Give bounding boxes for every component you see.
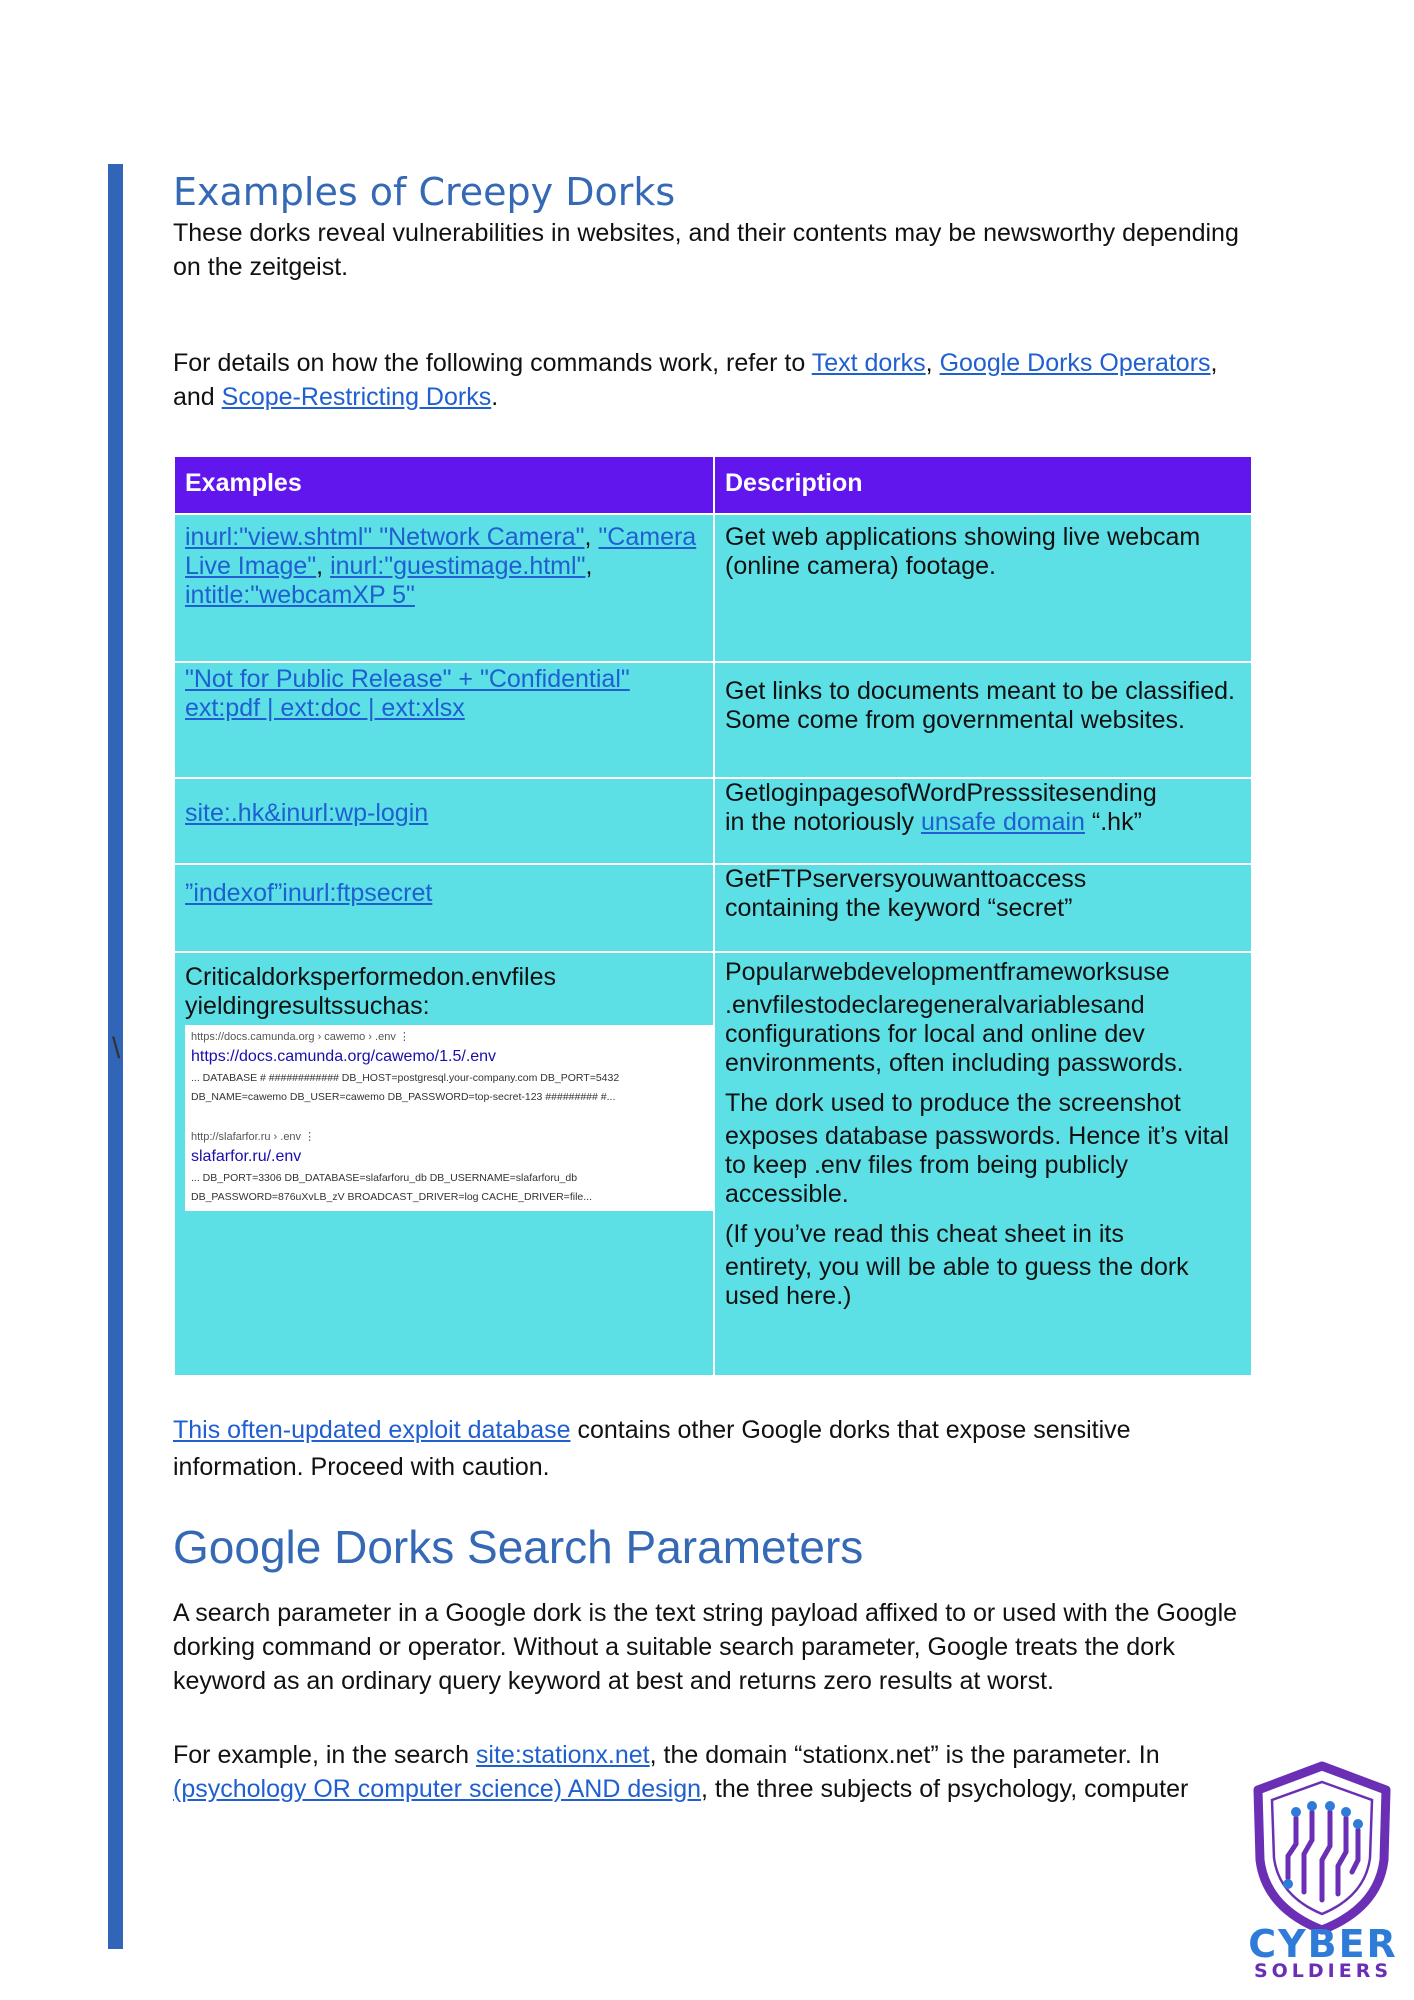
dork-link[interactable]: ”indexof”inurl:ftpsecret xyxy=(185,879,433,907)
result-snippet: ... DATABASE # ############ DB_HOST=postgresql.your-company.com DB_PORT=5432 xyxy=(191,1072,620,1084)
env-example-text-2: yieldingresultssuchas: xyxy=(185,992,430,1020)
example-cell xyxy=(174,952,714,1376)
details-paragraph: For details on how the following commands work, refer to Text dorks, Google Dorks Operators, and Scope-Restricting Dorks. xyxy=(173,349,1218,411)
result-title[interactable]: slafarfor.ru/.env xyxy=(191,1148,302,1165)
result-snippet: DB_PASSWORD=876uXvLB_zV BROADCAST_DRIVER=log CACHE_DRIVER=file... xyxy=(191,1191,592,1203)
boolean-query-link[interactable]: (psychology OR computer science) AND design xyxy=(173,1775,702,1803)
result-snippet: ... DB_PORT=3306 DB_DATABASE=slafarforu_db DB_USERNAME=slafarforu_db xyxy=(191,1172,578,1184)
example-cell: inurl:"view.shtml" "Network Camera", "Camera Live Image", inurl:"guestimage.html", intitle:"webcamXP 5" xyxy=(174,514,714,662)
logo-text-cyber: CYBER xyxy=(1248,1922,1398,1966)
exploit-paragraph: This often-updated exploit database contains other Google dorks that expose sensitive information. Proceed with caution. xyxy=(173,1416,1131,1481)
text-dorks-link[interactable]: Text dorks xyxy=(811,349,926,377)
search-results-screenshot xyxy=(185,1025,713,1211)
example-cell xyxy=(174,662,714,778)
dork-link[interactable]: inurl:"guestimage.html" xyxy=(330,552,586,580)
result-title[interactable]: https://docs.camunda.org/cawemo/1.5/.env xyxy=(191,1048,497,1065)
unsafe-domain-link[interactable]: unsafe domain xyxy=(920,808,1085,836)
exploit-database-link[interactable]: This often-updated exploit database xyxy=(173,1416,571,1444)
result-snippet: DB_NAME=cawemo DB_USER=cawemo DB_PASSWORD=top-secret-123 ######### #... xyxy=(191,1091,616,1103)
stray-mark: \ xyxy=(112,1032,121,1065)
example-paragraph: For example, in the search site:stationx.net, the domain “stationx.net” is the parameter. In (psychology OR computer science) AND design, the three subjects of psychology, computer xyxy=(173,1741,1189,1803)
env-example-text-1: Criticaldorksperformedon.envfiles xyxy=(185,963,556,991)
table-row xyxy=(174,662,1252,778)
table-row xyxy=(174,514,1252,662)
table-row xyxy=(174,952,1252,1376)
description-cell: Get links to documents meant to be classified. Some come from governmental websites. xyxy=(714,662,1252,778)
heading-creepy-dorks: Examples of Creepy Dorks xyxy=(173,170,676,214)
search-parameter-paragraph: A search parameter in a Google dork is the text string payload affixed to or used with the Google dorking command or operator. Without a suitable search parameter, Google treats the dork keyword as an ordinary query keyword at best and returns zero results at worst. xyxy=(173,1599,1238,1695)
dork-link[interactable]: ext:pdf | ext:doc | ext:xlsx xyxy=(185,694,465,722)
google-dorks-operators-link[interactable]: Google Dorks Operators xyxy=(939,349,1211,377)
result-url: http://slafarfor.ru › .env ⋮ xyxy=(191,1131,316,1143)
dorks-table xyxy=(173,455,1253,1377)
result-url: https://docs.camunda.org › cawemo › .env ⋮ xyxy=(191,1031,410,1043)
example-cell xyxy=(174,778,714,864)
description-cell: Popularwebdevelopmentframeworksuse .envfilestodeclaregeneralvariablesand configurations for local and online dev environments, often including passwords. The dork used to produce the screenshot exposes database passwords. Hence it’s vital to keep .env files from being publicly accessible. (If you’ve read this cheat sheet in its entirety, you will be able to guess the dork used here.) xyxy=(714,952,1252,1376)
description-cell: Get web applications showing live webcam (online camera) footage. xyxy=(714,514,1252,662)
dork-link[interactable]: inurl:"view.shtml" "Network Camera" xyxy=(185,523,585,551)
description-cell: GetFTPserversyouwanttoaccess containing the keyword “secret” xyxy=(714,864,1252,952)
scope-restricting-dorks-link[interactable]: Scope-Restricting Dorks xyxy=(221,383,492,411)
header-examples: Examples xyxy=(174,456,714,514)
dork-link[interactable]: "Camera Live Image" xyxy=(185,523,697,580)
site-stationx-link[interactable]: site:stationx.net xyxy=(475,1741,650,1769)
table-row xyxy=(174,778,1252,864)
intro-paragraph: These dorks reveal vulnerabilities in websites, and their contents may be newsworthy depending on the zeitgeist. xyxy=(173,219,1239,281)
logo-text-soldiers: SOLDIERS xyxy=(1253,1960,1393,1982)
dork-link[interactable]: site:.hk&inurl:wp-login xyxy=(185,799,429,827)
table-row xyxy=(174,864,1252,952)
description-cell: GetloginpagesofWordPresssitesending in the notoriously unsafe domain “.hk” xyxy=(714,778,1252,864)
dork-link[interactable]: "Not for Public Release" + "Confidential" xyxy=(185,665,630,693)
header-description: Description xyxy=(714,456,1252,514)
heading-search-parameters: Google Dorks Search Parameters xyxy=(173,1521,864,1573)
dork-link[interactable]: intitle:"webcamXP 5" xyxy=(185,581,415,609)
example-cell xyxy=(174,864,714,952)
